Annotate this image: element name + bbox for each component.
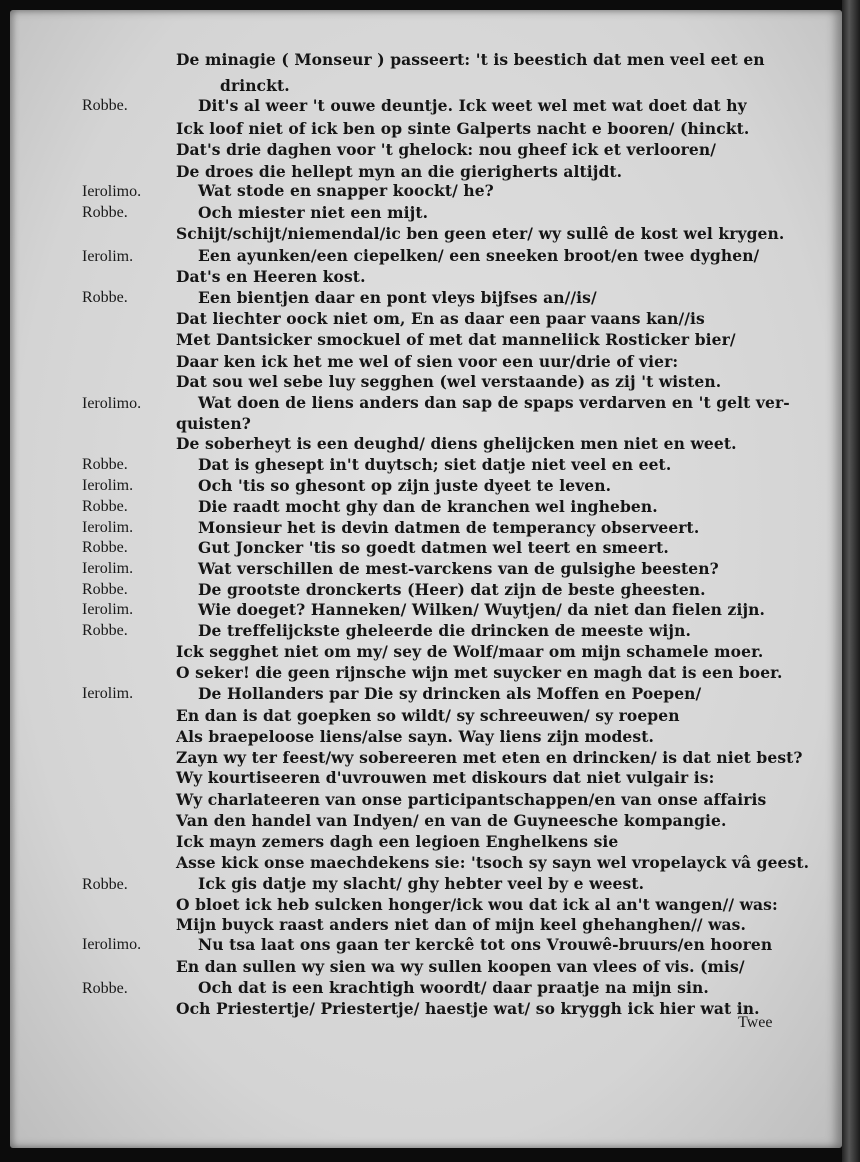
speaker-label: Robbe. [82, 539, 128, 556]
verse-line: Och dat is een krachtigh woordt/ daar praatje na mijn sin. [198, 978, 709, 997]
verse-line: De droes die hellept myn an die gierigherts altijdt. [176, 162, 623, 181]
verse-line: Als braepeloose liens/alse sayn. Way liens zijn modest. [176, 727, 654, 746]
verse-line: Dat's drie daghen voor 't ghelock: nou gheef ick et verlooren/ [176, 140, 717, 159]
verse-line: Van den handel van Indyen/ en van de Guyneesche kompangie. [176, 811, 727, 830]
verse-line: Dat's en Heeren kost. [176, 267, 366, 286]
verse-line: Schijt/schijt/niemendal/ic ben geen eter/ wy sullê de kost wel krygen. [176, 224, 785, 243]
verse-line: Ick gis datje my slacht/ ghy hebter veel by e weest. [198, 874, 645, 893]
verse-line: De treffelijckste gheleerde die drincken de meeste wijn. [198, 621, 691, 640]
speaker-label: Ierolim. [82, 248, 134, 265]
verse-line: Wy kourtiseeren d'uvrouwen met diskours dat niet vulgair is: [176, 768, 715, 787]
verse-line: De minagie ( Monseur ) passeert: 't is beestich dat men veel eet en [176, 50, 765, 69]
verse-line: Dat is ghesept in't duytsch; siet datje niet veel en eet. [198, 455, 672, 474]
verse-line: O bloet ick heb sulcken honger/ick wou dat ick al an't wangen// was: [176, 895, 778, 914]
verse-line: Wat doen de liens anders dan sap de spaps verdarven en 't gelt ver- [198, 393, 790, 412]
verse-line: De Hollanders par Die sy drincken als Moffen en Poepen/ [198, 684, 702, 703]
speaker-label: Robbe. [82, 581, 128, 598]
speaker-label: Robbe. [82, 622, 128, 639]
speaker-label: Robbe. [82, 289, 128, 306]
verse-line: Een ayunken/een ciepelken/ een sneeken broot/en twee dyghen/ [198, 246, 760, 265]
verse-line: Daar ken ick het me wel of sien voor een uur/drie of vier: [176, 352, 679, 371]
speaker-label: Ierolim. [82, 685, 134, 702]
verse-line: Monsieur het is devin datmen de temperancy observeert. [198, 518, 700, 537]
verse-line: Asse kick onse maechdekens sie: 'tsoch sy sayn wel vropelayck vâ geest. [176, 853, 810, 872]
speaker-label: Robbe. [82, 876, 128, 893]
verse-line: Met Dantsicker smockuel of met dat manneliick Rosticker bier/ [176, 330, 736, 349]
verse-line: quisten? [176, 414, 251, 433]
verse-line: En dan is dat goepken so wildt/ sy schreeuwen/ sy roepen [176, 706, 680, 725]
book-page [10, 10, 842, 1148]
verse-line: Die raadt mocht ghy dan de kranchen wel ingheben. [198, 497, 658, 516]
book-spine [842, 0, 860, 1162]
verse-line: De grootste dronckerts (Heer) dat zijn de beste gheesten. [198, 580, 706, 599]
verse-line: Ick segghet niet om my/ sey de Wolf/maar om mijn schamele moer. [176, 642, 764, 661]
verse-line: Wat verschillen de mest-varckens van de gulsighe beesten? [198, 559, 719, 578]
speaker-label: Ierolimo. [82, 183, 142, 200]
verse-line: En dan sullen wy sien wa wy sullen koopen van vlees of vis. (mis/ [176, 957, 745, 976]
verse-line: Wy charlateeren van onse participantschappen/en van onse affairis [176, 790, 767, 809]
verse-line: Zayn wy ter feest/wy sobereeren met eten en drincken/ is dat niet best? [176, 748, 803, 767]
speaker-label: Robbe. [82, 498, 128, 515]
catchword: Twee [738, 1014, 773, 1031]
verse-line: Dit's al weer 't ouwe deuntje. Ick weet wel met wat doet dat hy [198, 96, 747, 115]
speaker-label: Ierolim. [82, 519, 134, 536]
verse-line: Dat liechter oock niet om, En as daar een paar vaans kan//is [176, 309, 705, 328]
speaker-label: Robbe. [82, 97, 128, 114]
speaker-label: Robbe. [82, 980, 128, 997]
verse-line: Ick mayn zemers dagh een legioen Enghelkens sie [176, 832, 619, 851]
verse-line: De soberheyt is een deughd/ diens ghelijcken men niet en weet. [176, 434, 737, 453]
speaker-label: Robbe. [82, 456, 128, 473]
verse-line: Dat sou wel sebe luy segghen (wel verstaande) as zij 't wisten. [176, 372, 722, 391]
verse-line: Ick loof niet of ick ben op sinte Galperts nacht e booren/ (hinckt. [176, 119, 750, 138]
verse-line: Nu tsa laat ons gaan ter kerckê tot ons Vrouwê-bruurs/en hooren [198, 935, 773, 954]
speaker-label: Ierolimo. [82, 395, 142, 412]
speaker-label: Ierolim. [82, 560, 134, 577]
speaker-label: Ierolim. [82, 601, 134, 618]
speaker-label: Robbe. [82, 204, 128, 221]
verse-line: Gut Joncker 'tis so goedt datmen wel teert en smeert. [198, 538, 669, 557]
speaker-label: Ierolimo. [82, 936, 142, 953]
speaker-label: Ierolim. [82, 477, 134, 494]
verse-line: Wie doeget? Hanneken/ Wilken/ Wuytjen/ da niet dan fielen zijn. [198, 600, 766, 619]
verse-line: Och miester niet een mijt. [198, 203, 429, 222]
verse-line: Een bientjen daar en pont vleys bijfses an//is/ [198, 288, 597, 307]
verse-line: Och 'tis so ghesont op zijn juste dyeet te leven. [198, 476, 612, 495]
verse-line: O seker! die geen rijnsche wijn met suycker en magh dat is een boer. [176, 663, 783, 682]
verse-line: Wat stode en snapper koockt/ he? [198, 181, 494, 200]
verse-line: Mijn buyck raast anders niet dan of mijn keel ghehanghen// was. [176, 915, 746, 934]
verse-line: Och Priestertje/ Priestertje/ haestje wat/ so kryggh ick hier wat in. [176, 999, 760, 1018]
verse-line: drinckt. [220, 76, 290, 95]
